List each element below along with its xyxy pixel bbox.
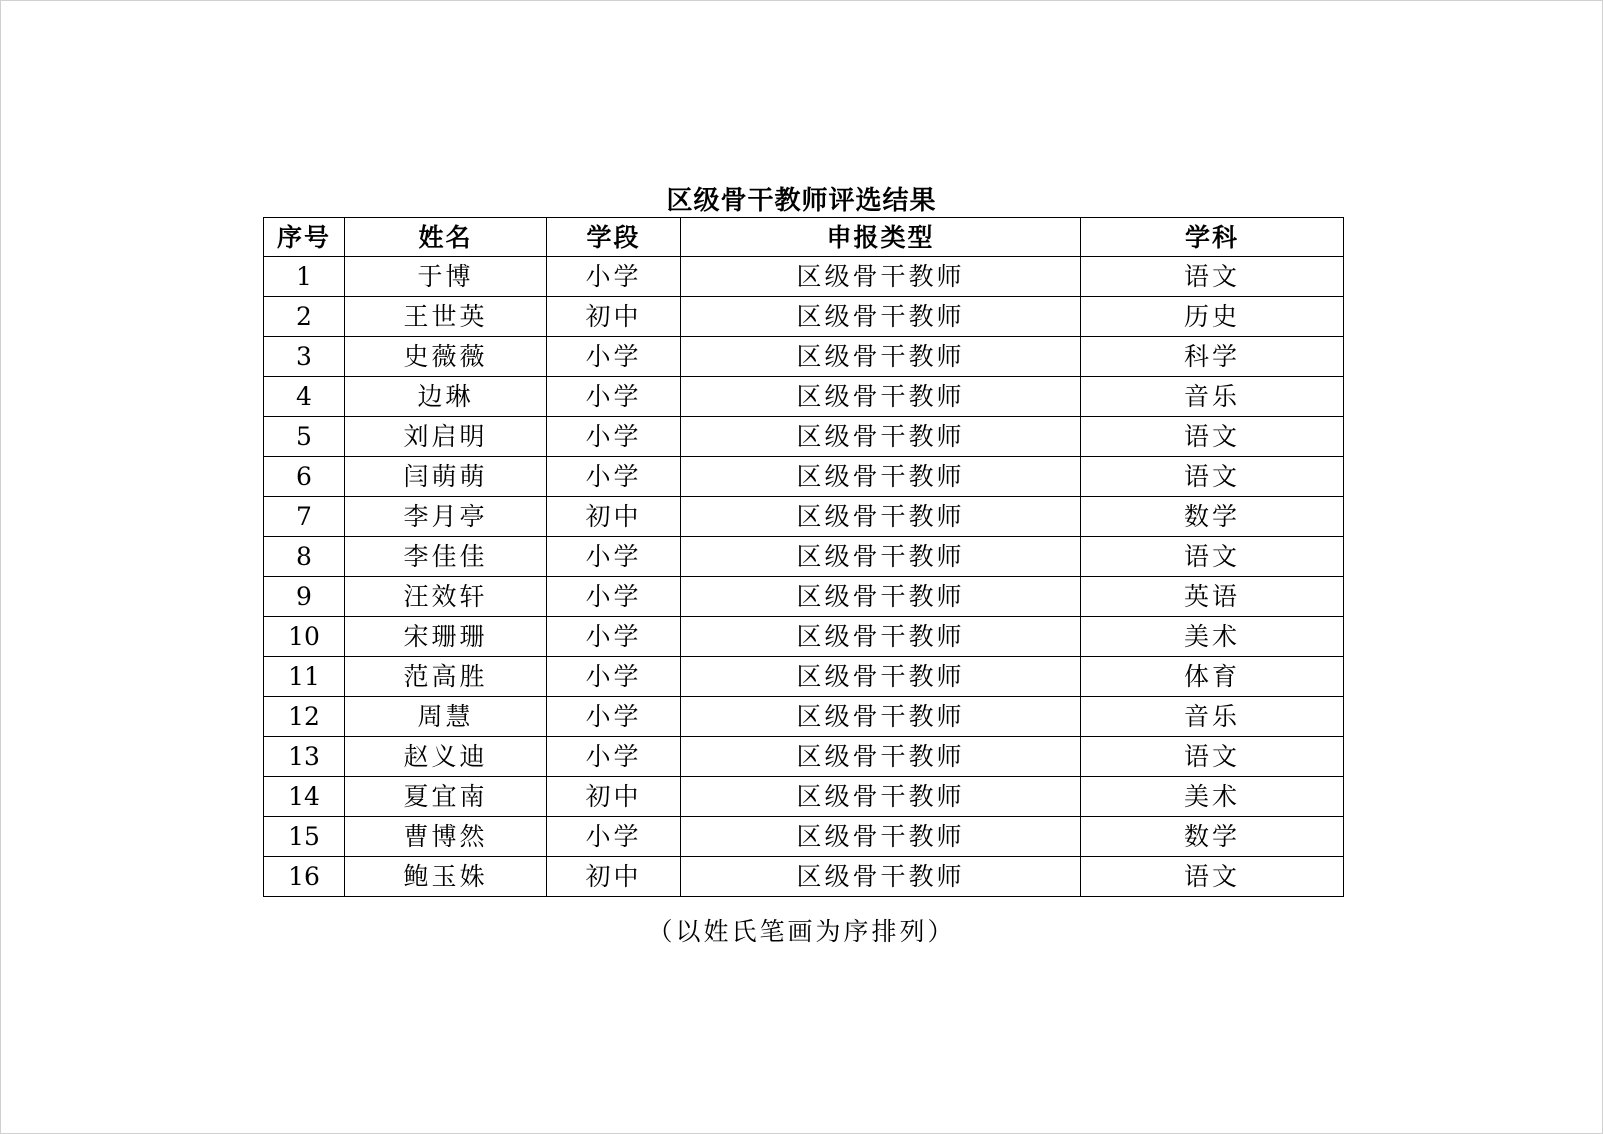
cell-stage: 小学: [547, 537, 681, 577]
cell-index: 10: [264, 617, 345, 657]
cell-index: 12: [264, 697, 345, 737]
cell-subject: 音乐: [1081, 697, 1344, 737]
cell-type: 区级骨干教师: [681, 377, 1081, 417]
cell-index: 11: [264, 657, 345, 697]
document-title: 区级骨干教师评选结果: [666, 186, 937, 216]
cell-subject: 语文: [1081, 417, 1344, 457]
table-row: [264, 497, 1344, 537]
cell-name: 曹博然: [345, 817, 547, 857]
cell-subject: 数学: [1081, 817, 1344, 857]
cell-name: 于博: [345, 257, 547, 297]
cell-name: 刘启明: [345, 417, 547, 457]
table-row: [264, 577, 1344, 617]
header-subject: 学科: [1081, 218, 1344, 257]
results-table: [263, 217, 1344, 897]
table-row: [264, 417, 1344, 457]
table-row: [264, 377, 1344, 417]
cell-stage: 初中: [547, 777, 681, 817]
header-index: 序号: [264, 218, 345, 257]
cell-type: 区级骨干教师: [681, 297, 1081, 337]
table-row: [264, 657, 1344, 697]
header-name: 姓名: [345, 218, 547, 257]
cell-subject: 数学: [1081, 497, 1344, 537]
cell-type: 区级骨干教师: [681, 417, 1081, 457]
cell-stage: 小学: [547, 457, 681, 497]
cell-type: 区级骨干教师: [681, 817, 1081, 857]
table-row: [264, 537, 1344, 577]
cell-index: 14: [264, 777, 345, 817]
cell-name: 汪效轩: [345, 577, 547, 617]
cell-subject: 美术: [1081, 617, 1344, 657]
cell-type: 区级骨干教师: [681, 697, 1081, 737]
cell-name: 周慧: [345, 697, 547, 737]
cell-type: 区级骨干教师: [681, 737, 1081, 777]
cell-index: 2: [264, 297, 345, 337]
cell-subject: 历史: [1081, 297, 1344, 337]
cell-type: 区级骨干教师: [681, 257, 1081, 297]
cell-name: 李佳佳: [345, 537, 547, 577]
cell-name: 史薇薇: [345, 337, 547, 377]
cell-type: 区级骨干教师: [681, 497, 1081, 537]
cell-stage: 小学: [547, 377, 681, 417]
cell-index: 15: [264, 817, 345, 857]
cell-index: 13: [264, 737, 345, 777]
table-row: [264, 697, 1344, 737]
cell-stage: 小学: [547, 697, 681, 737]
header-stage: 学段: [547, 218, 681, 257]
cell-index: 8: [264, 537, 345, 577]
cell-stage: 小学: [547, 657, 681, 697]
cell-subject: 语文: [1081, 457, 1344, 497]
cell-name: 王世英: [345, 297, 547, 337]
cell-stage: 小学: [547, 737, 681, 777]
cell-subject: 语文: [1081, 737, 1344, 777]
table-row: [264, 337, 1344, 377]
table-row: [264, 817, 1344, 857]
cell-name: 夏宜南: [345, 777, 547, 817]
cell-subject: 科学: [1081, 337, 1344, 377]
header-type: 申报类型: [681, 218, 1081, 257]
table-header-row: [264, 218, 1344, 257]
table-body: [264, 257, 1344, 897]
cell-stage: 小学: [547, 817, 681, 857]
cell-index: 1: [264, 257, 345, 297]
cell-subject: 语文: [1081, 857, 1344, 897]
cell-subject: 音乐: [1081, 377, 1344, 417]
cell-stage: 初中: [547, 857, 681, 897]
cell-subject: 语文: [1081, 537, 1344, 577]
table-row: [264, 257, 1344, 297]
cell-name: 闫萌萌: [345, 457, 547, 497]
cell-index: 6: [264, 457, 345, 497]
cell-name: 李月亭: [345, 497, 547, 537]
table-row: [264, 297, 1344, 337]
cell-type: 区级骨干教师: [681, 777, 1081, 817]
cell-stage: 小学: [547, 257, 681, 297]
cell-index: 5: [264, 417, 345, 457]
cell-name: 边琳: [345, 377, 547, 417]
cell-subject: 美术: [1081, 777, 1344, 817]
cell-subject: 英语: [1081, 577, 1344, 617]
cell-type: 区级骨干教师: [681, 577, 1081, 617]
cell-name: 鲍玉姝: [345, 857, 547, 897]
cell-index: 4: [264, 377, 345, 417]
cell-type: 区级骨干教师: [681, 537, 1081, 577]
cell-type: 区级骨干教师: [681, 657, 1081, 697]
table-row: [264, 617, 1344, 657]
cell-type: 区级骨干教师: [681, 857, 1081, 897]
table-row: [264, 457, 1344, 497]
cell-stage: 小学: [547, 337, 681, 377]
cell-stage: 小学: [547, 617, 681, 657]
cell-type: 区级骨干教师: [681, 457, 1081, 497]
cell-index: 16: [264, 857, 345, 897]
cell-stage: 初中: [547, 497, 681, 537]
sort-order-note: （以姓氏笔画为序排列）: [647, 917, 956, 946]
cell-index: 7: [264, 497, 345, 537]
cell-type: 区级骨干教师: [681, 617, 1081, 657]
cell-name: 赵义迪: [345, 737, 547, 777]
cell-subject: 体育: [1081, 657, 1344, 697]
cell-stage: 小学: [547, 577, 681, 617]
cell-stage: 小学: [547, 417, 681, 457]
cell-index: 3: [264, 337, 345, 377]
cell-index: 9: [264, 577, 345, 617]
table-row: [264, 777, 1344, 817]
cell-subject: 语文: [1081, 257, 1344, 297]
table-row: [264, 737, 1344, 777]
cell-type: 区级骨干教师: [681, 337, 1081, 377]
cell-name: 范高胜: [345, 657, 547, 697]
cell-stage: 初中: [547, 297, 681, 337]
cell-name: 宋珊珊: [345, 617, 547, 657]
table-row: [264, 857, 1344, 897]
